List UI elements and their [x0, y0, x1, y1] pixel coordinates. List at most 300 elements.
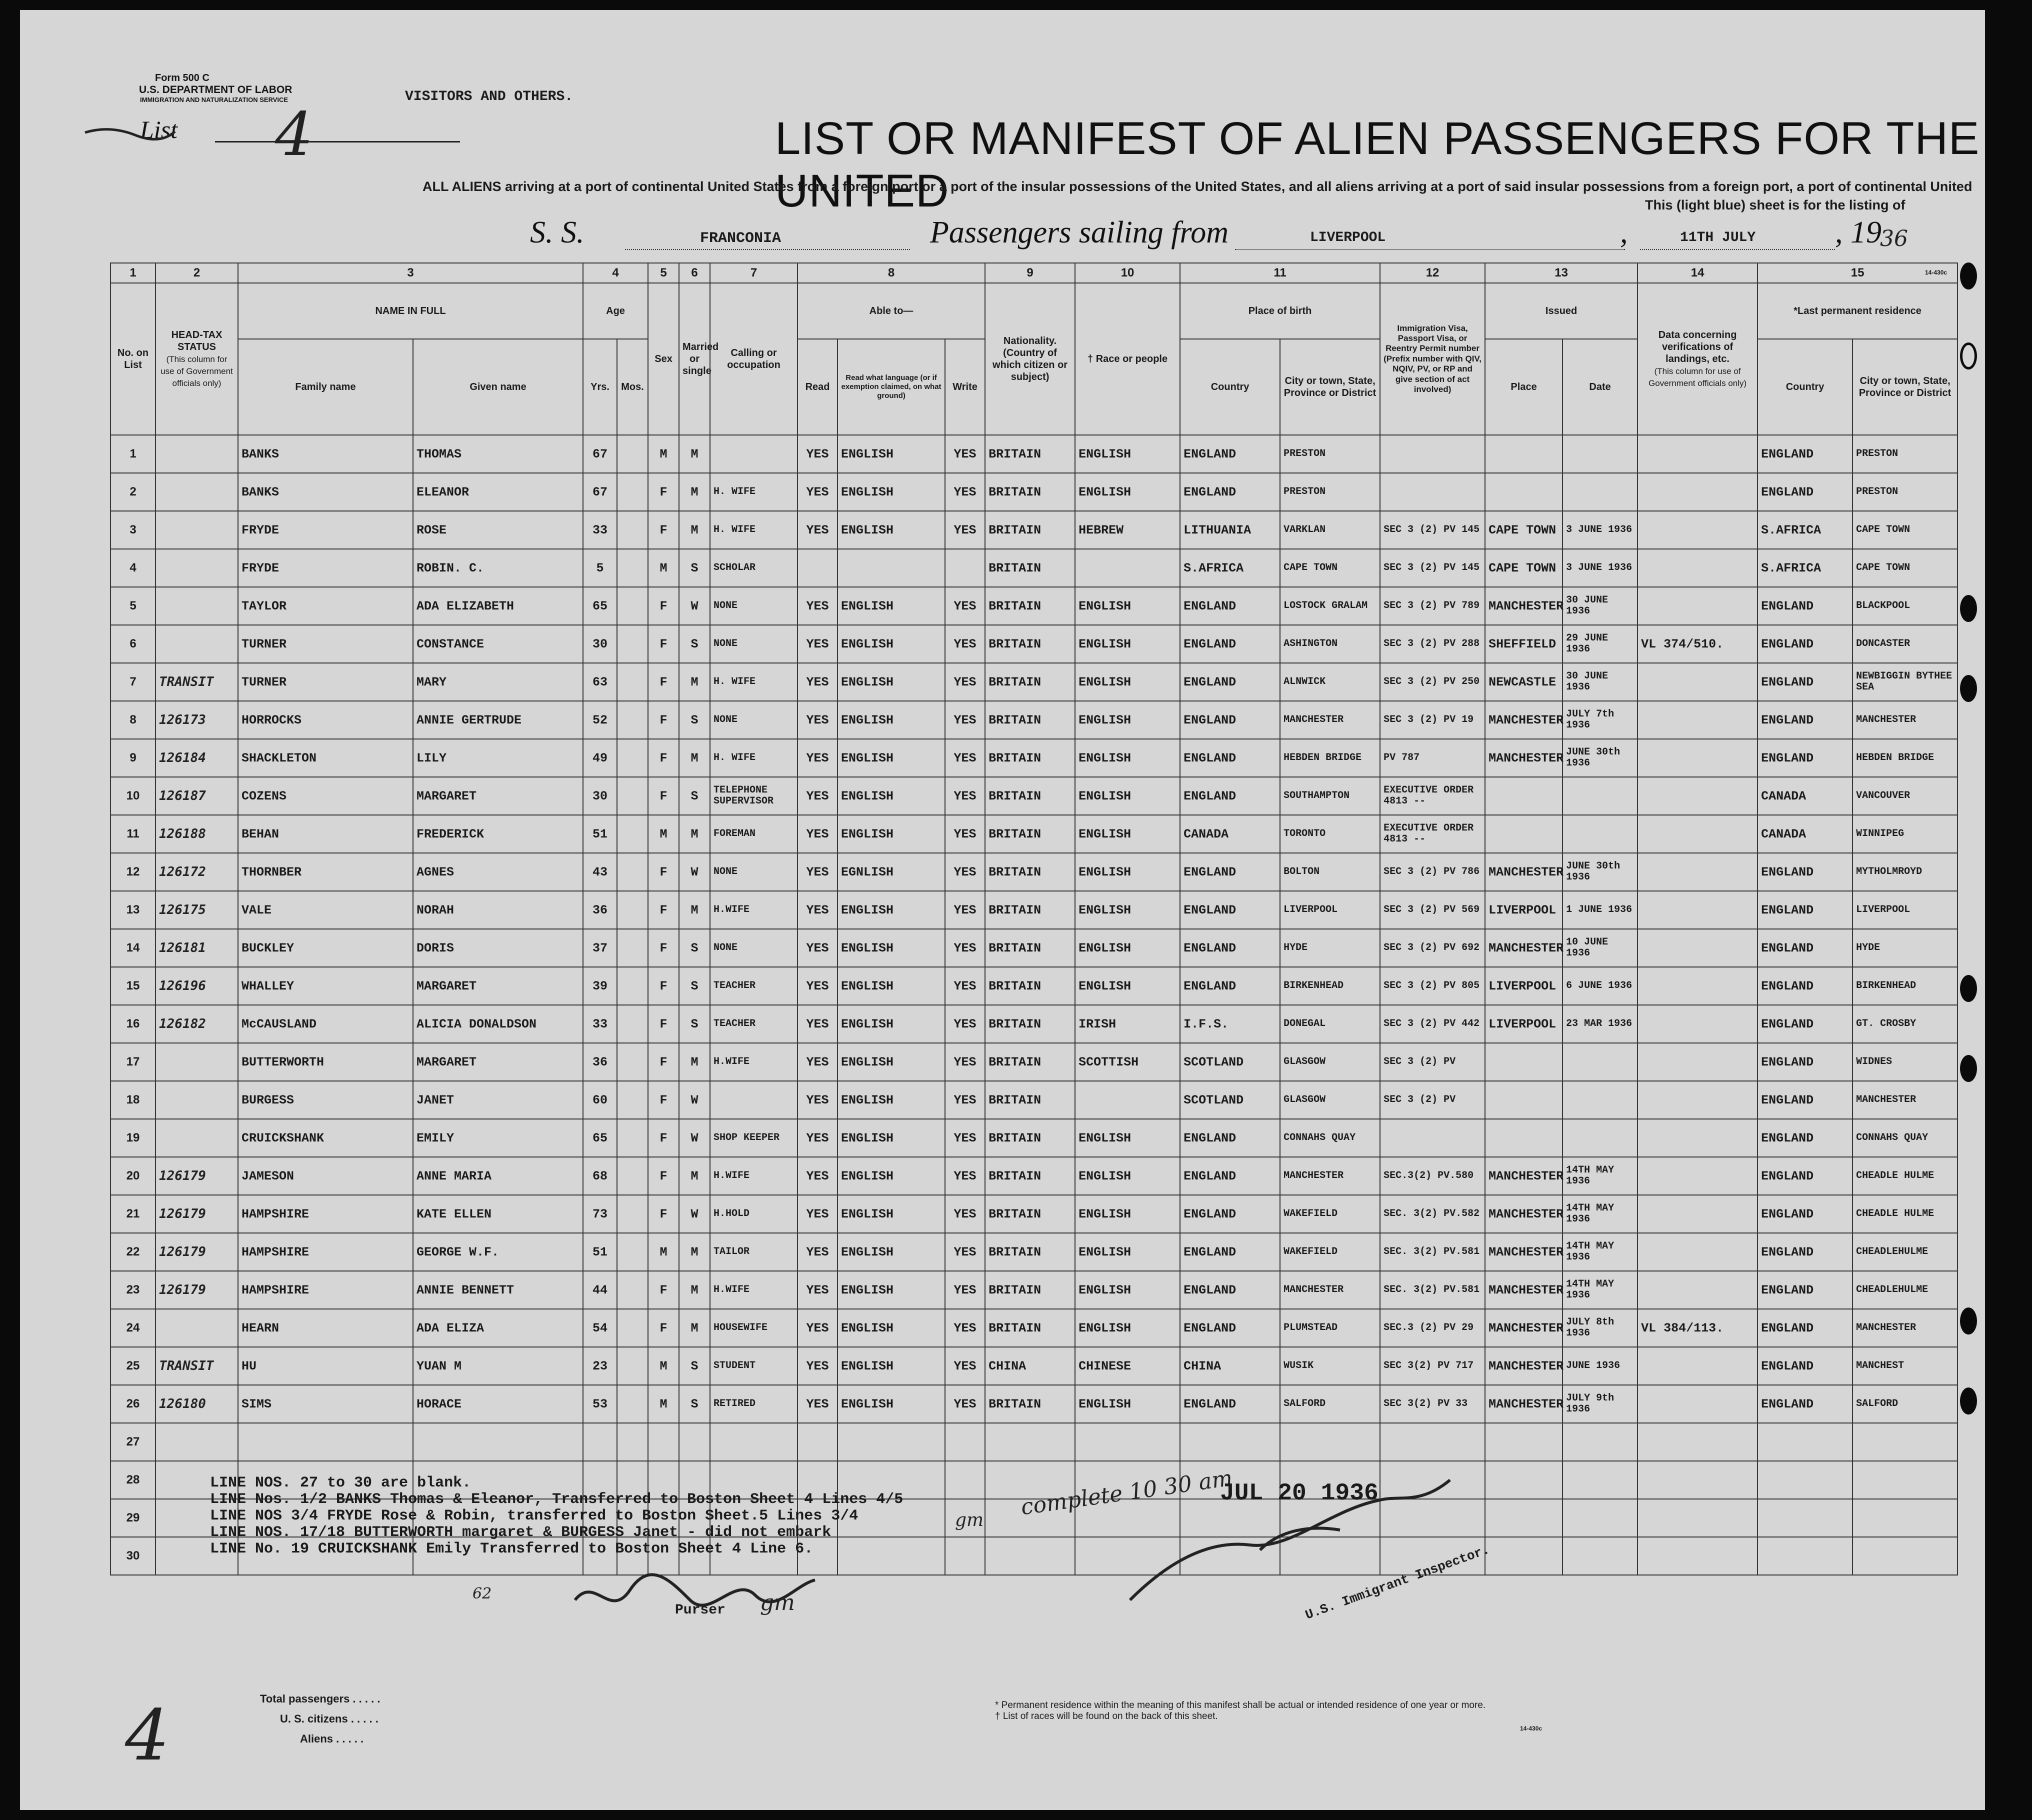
can-read: YES	[798, 739, 838, 777]
line-number: 20	[110, 1157, 156, 1195]
residence-country: ENGLAND	[1758, 739, 1852, 777]
head-tax-status: 126172	[156, 853, 238, 891]
occupation: H.WIFE	[710, 891, 798, 929]
residence-city: DONCASTER	[1852, 625, 1958, 663]
issued-place	[1485, 777, 1562, 815]
given-name: ROSE	[413, 511, 583, 549]
birth-city: HEBDEN BRIDGE	[1280, 739, 1380, 777]
occupation: H.WIFE	[710, 1157, 798, 1195]
visa-number: SEC 3 (2) PV 569	[1380, 891, 1485, 929]
occupation: SHOP KEEPER	[710, 1119, 798, 1157]
issued-date	[1562, 1537, 1638, 1575]
visa-number: SEC 3 (2) PV 288	[1380, 625, 1485, 663]
table-row	[110, 587, 1958, 625]
sex: F	[648, 891, 679, 929]
can-write: YES	[945, 473, 985, 511]
residence-city: MANCHESTER	[1852, 701, 1958, 739]
line-number: 21	[110, 1195, 156, 1233]
given-name: ELEANOR	[413, 473, 583, 511]
nationality: BRITAIN	[985, 1385, 1075, 1423]
can-read: YES	[798, 1195, 838, 1233]
hdr-yrs: Yrs.	[583, 339, 617, 435]
hdr-landing-data	[1638, 283, 1758, 435]
birth-country: ENGLAND	[1180, 739, 1280, 777]
language: EGNLISH	[838, 853, 945, 891]
issued-place	[1485, 1081, 1562, 1119]
family-name: TURNER	[238, 663, 413, 701]
language: ENGLISH	[838, 1233, 945, 1271]
race: ENGLISH	[1075, 1195, 1180, 1233]
age-months	[617, 1385, 648, 1423]
birth-country: SCOTLAND	[1180, 1081, 1280, 1119]
table-row	[110, 1347, 1958, 1385]
note-line: LINE NOS. 27 to 30 are blank.	[210, 1474, 472, 1492]
race: ENGLISH	[1075, 1233, 1180, 1271]
residence-country	[1758, 1537, 1852, 1575]
head-tax-status: 126179	[156, 1157, 238, 1195]
marital-status: M	[679, 511, 710, 549]
occupation: H. WIFE	[710, 739, 798, 777]
manifest-notes	[210, 1475, 903, 1558]
colnum-4: 4	[583, 263, 648, 283]
age-years: 49	[583, 739, 617, 777]
family-name: BANKS	[238, 435, 413, 473]
line-number: 19	[110, 1119, 156, 1157]
residence-country: CANADA	[1758, 777, 1852, 815]
hdr-landing-title: Data concerning verifications of landings, etc.	[1658, 330, 1737, 364]
age-years: 23	[583, 1347, 617, 1385]
birth-city: ALNWICK	[1280, 663, 1380, 701]
line-number: 4	[110, 549, 156, 587]
age-months	[617, 1309, 648, 1347]
given-name: THOMAS	[413, 435, 583, 473]
visa-number: SEC.3(2) PV.580	[1380, 1157, 1485, 1195]
birth-country: ENGLAND	[1180, 1157, 1280, 1195]
age-months	[617, 815, 648, 853]
verification: VL 374/510.	[1638, 625, 1758, 663]
sex: F	[648, 1157, 679, 1195]
race: SCOTTISH	[1075, 1043, 1180, 1081]
verification	[1638, 1271, 1758, 1309]
total-passengers-label: Total passengers . . . . .	[260, 1692, 380, 1705]
language: ENGLISH	[838, 1309, 945, 1347]
birth-city: GLASGOW	[1280, 1043, 1380, 1081]
given-name: LILY	[413, 739, 583, 777]
residence-city: CAPE TOWN	[1852, 549, 1958, 587]
head-tax-status: 126188	[156, 815, 238, 853]
marital-status: S	[679, 1347, 710, 1385]
occupation: H.WIFE	[710, 1271, 798, 1309]
birth-country: ENGLAND	[1180, 587, 1280, 625]
issued-date	[1562, 1461, 1638, 1499]
hdr-birth-country: Country	[1180, 339, 1280, 435]
verification	[1638, 1005, 1758, 1043]
age-months	[617, 1423, 648, 1461]
nationality: BRITAIN	[985, 663, 1075, 701]
can-write: YES	[945, 739, 985, 777]
visa-number: SEC 3 (2) PV	[1380, 1081, 1485, 1119]
family-name: HAMPSHIRE	[238, 1271, 413, 1309]
birth-city: PRESTON	[1280, 435, 1380, 473]
issued-date: 6 JUNE 1936	[1562, 967, 1638, 1005]
page-title: LIST OR MANIFEST OF ALIEN PASSENGERS FOR THE UNITED	[775, 113, 1980, 216]
marital-status: W	[679, 1081, 710, 1119]
given-name: JANET	[413, 1081, 583, 1119]
verification	[1638, 1537, 1758, 1575]
verification	[1638, 701, 1758, 739]
issued-date: 29 JUNE 1936	[1562, 625, 1638, 663]
language: ENGLISH	[838, 473, 945, 511]
residence-city: WIDNES	[1852, 1043, 1958, 1081]
language: ENGLISH	[838, 967, 945, 1005]
issued-place: MANCHESTER	[1485, 853, 1562, 891]
residence-city: PRESTON	[1852, 473, 1958, 511]
head-tax-status: 126187	[156, 777, 238, 815]
nationality: BRITAIN	[985, 853, 1075, 891]
given-name: EMILY	[413, 1119, 583, 1157]
family-name: HAMPSHIRE	[238, 1195, 413, 1233]
table-row	[110, 1385, 1958, 1423]
can-read: YES	[798, 435, 838, 473]
sex: M	[648, 549, 679, 587]
language: ENGLISH	[838, 1043, 945, 1081]
can-write: YES	[945, 1385, 985, 1423]
visa-number: SEC 3 (2) PV 145	[1380, 549, 1485, 587]
marital-status: W	[679, 587, 710, 625]
table-row	[110, 1043, 1958, 1081]
year-suffix: 36	[1880, 226, 1908, 252]
head-tax-status	[156, 587, 238, 625]
race: ENGLISH	[1075, 663, 1180, 701]
residence-country: ENGLAND	[1758, 1233, 1852, 1271]
occupation: HOUSEWIFE	[710, 1309, 798, 1347]
table-row	[110, 663, 1958, 701]
line-number: 15	[110, 967, 156, 1005]
verification	[1638, 1347, 1758, 1385]
marital-status: S	[679, 1385, 710, 1423]
can-read: YES	[798, 929, 838, 967]
nationality: BRITAIN	[985, 815, 1075, 853]
line-number: 7	[110, 663, 156, 701]
birth-city: MANCHESTER	[1280, 701, 1380, 739]
verification: VL 384/113.	[1638, 1309, 1758, 1347]
race: ENGLISH	[1075, 1271, 1180, 1309]
can-write: YES	[945, 1157, 985, 1195]
can-read: YES	[798, 777, 838, 815]
page-ref-number: 62	[472, 1585, 492, 1602]
age-months	[617, 511, 648, 549]
race: ENGLISH	[1075, 739, 1180, 777]
age-months	[617, 1347, 648, 1385]
can-read: YES	[798, 511, 838, 549]
residence-city: BIRKENHEAD	[1852, 967, 1958, 1005]
issued-date	[1562, 1499, 1638, 1537]
date-underline	[1640, 249, 1835, 250]
table-row	[110, 1157, 1958, 1195]
hdr-race: † Race or people	[1075, 283, 1180, 435]
visa-number: SEC 3 (2) PV	[1380, 1043, 1485, 1081]
line-number: 26	[110, 1385, 156, 1423]
birth-city: DONEGAL	[1280, 1005, 1380, 1043]
residence-city	[1852, 1461, 1958, 1499]
age-years: 33	[583, 511, 617, 549]
age-years: 5	[583, 549, 617, 587]
can-write: YES	[945, 1119, 985, 1157]
occupation: H.HOLD	[710, 1195, 798, 1233]
occupation: H. WIFE	[710, 511, 798, 549]
head-tax-status: 126180	[156, 1385, 238, 1423]
residence-city	[1852, 1537, 1958, 1575]
family-name: COZENS	[238, 777, 413, 815]
form-code-top: 14-430c	[1925, 269, 1948, 276]
head-tax-status: 126175	[156, 891, 238, 929]
family-name: VALE	[238, 891, 413, 929]
given-name: GEORGE W.F.	[413, 1233, 583, 1271]
verification	[1638, 777, 1758, 815]
race: ENGLISH	[1075, 1385, 1180, 1423]
given-name: ANNIE BENNETT	[413, 1271, 583, 1309]
verification	[1638, 1461, 1758, 1499]
nationality: BRITAIN	[985, 625, 1075, 663]
nationality: BRITAIN	[985, 1043, 1075, 1081]
race: ENGLISH	[1075, 777, 1180, 815]
residence-country: ENGLAND	[1758, 1309, 1852, 1347]
nationality: BRITAIN	[985, 701, 1075, 739]
residence-city: CHEADLE HULME	[1852, 1157, 1958, 1195]
department: U.S. DEPARTMENT OF LABOR	[139, 84, 292, 96]
given-name: DORIS	[413, 929, 583, 967]
visa-number: SEC 3(2) PV 717	[1380, 1347, 1485, 1385]
can-read: YES	[798, 625, 838, 663]
birth-country: ENGLAND	[1180, 625, 1280, 663]
can-read: YES	[798, 1005, 838, 1043]
list-number: 4	[275, 100, 314, 170]
visa-number: SEC 3 (2) PV 692	[1380, 929, 1485, 967]
sex	[648, 1423, 679, 1461]
residence-country: ENGLAND	[1758, 1119, 1852, 1157]
sex: F	[648, 1309, 679, 1347]
age-months	[617, 549, 648, 587]
marital-status: M	[679, 1043, 710, 1081]
marital-status: M	[679, 1271, 710, 1309]
head-tax-status: TRANSIT	[156, 663, 238, 701]
head-tax-status	[156, 511, 238, 549]
verification	[1638, 1423, 1758, 1461]
can-write	[945, 1537, 985, 1575]
age-years: 51	[583, 1233, 617, 1271]
head-tax-status	[156, 1081, 238, 1119]
family-name: FRYDE	[238, 511, 413, 549]
verification	[1638, 1385, 1758, 1423]
residence-country: ENGLAND	[1758, 1043, 1852, 1081]
colnum-6: 6	[679, 263, 710, 283]
birth-city: MANCHESTER	[1280, 1157, 1380, 1195]
us-citizens-label: U. S. citizens . . . . .	[280, 1712, 378, 1725]
birth-city: SOUTHAMPTON	[1280, 777, 1380, 815]
can-read: YES	[798, 815, 838, 853]
visa-number: SEC. 3(2) PV.581	[1380, 1233, 1485, 1271]
given-name: ALICIA DONALDSON	[413, 1005, 583, 1043]
language: ENGLISH	[838, 929, 945, 967]
birth-city: TORONTO	[1280, 815, 1380, 853]
binder-hole	[1960, 262, 1977, 290]
can-write: YES	[945, 853, 985, 891]
birth-city: LIVERPOOL	[1280, 891, 1380, 929]
hdr-age: Age	[583, 283, 648, 339]
nationality: BRITAIN	[985, 891, 1075, 929]
binder-hole	[1960, 595, 1977, 622]
issued-place: MANCHESTER	[1485, 1347, 1562, 1385]
visa-number: SEC.3 (2) PV 29	[1380, 1309, 1485, 1347]
birth-country: ENGLAND	[1180, 473, 1280, 511]
verification	[1638, 587, 1758, 625]
marital-status: S	[679, 777, 710, 815]
hdr-write: Write	[945, 339, 985, 435]
visa-number	[1380, 473, 1485, 511]
table-row	[110, 1005, 1958, 1043]
age-years: 54	[583, 1309, 617, 1347]
sex: F	[648, 587, 679, 625]
given-name: ANNE MARIA	[413, 1157, 583, 1195]
visa-number: SEC 3 (2) PV 145	[1380, 511, 1485, 549]
ship-prefix: S. S.	[530, 216, 584, 250]
nationality: BRITAIN	[985, 1119, 1075, 1157]
issued-place	[1485, 1119, 1562, 1157]
can-write: YES	[945, 815, 985, 853]
issued-date	[1562, 1081, 1638, 1119]
issued-date	[1562, 1423, 1638, 1461]
hdr-name-in-full: NAME IN FULL	[238, 283, 583, 339]
hdr-issued: Issued	[1485, 283, 1638, 339]
issued-date: 14TH MAY 1936	[1562, 1195, 1638, 1233]
hdr-married: Married or single	[679, 283, 710, 435]
issued-place: LIVERPOOL	[1485, 967, 1562, 1005]
marital-status: M	[679, 473, 710, 511]
marital-status: M	[679, 1157, 710, 1195]
age-months	[617, 701, 648, 739]
residence-country: ENGLAND	[1758, 929, 1852, 967]
family-name: THORNBER	[238, 853, 413, 891]
hdr-able-to: Able to—	[798, 283, 985, 339]
hdr-place-of-birth: Place of birth	[1180, 283, 1380, 339]
family-name: SIMS	[238, 1385, 413, 1423]
given-name: MARGARET	[413, 777, 583, 815]
colnum-10: 10	[1075, 263, 1180, 283]
residence-country: ENGLAND	[1758, 587, 1852, 625]
birth-country: CANADA	[1180, 815, 1280, 853]
visa-number: SEC 3 (2) PV 19	[1380, 701, 1485, 739]
issued-date: JULY 8th 1936	[1562, 1309, 1638, 1347]
birth-country: I.F.S.	[1180, 1005, 1280, 1043]
can-read: YES	[798, 967, 838, 1005]
age-months	[617, 1157, 648, 1195]
footnote-races: † List of races will be found on the back of this sheet.	[995, 1711, 1218, 1722]
issued-date: 14TH MAY 1936	[1562, 1271, 1638, 1309]
issued-date: 23 MAR 1936	[1562, 1005, 1638, 1043]
issued-place: CAPE TOWN	[1485, 549, 1562, 587]
race: ENGLISH	[1075, 967, 1180, 1005]
race: ENGLISH	[1075, 587, 1180, 625]
completion-note: complete 10 30 am	[1019, 1465, 1234, 1520]
birth-city: BOLTON	[1280, 853, 1380, 891]
given-name: KATE ELLEN	[413, 1195, 583, 1233]
issued-date	[1562, 815, 1638, 853]
age-years: 52	[583, 701, 617, 739]
sex: F	[648, 1005, 679, 1043]
language	[838, 1423, 945, 1461]
race: CHINESE	[1075, 1347, 1180, 1385]
line-number: 16	[110, 1005, 156, 1043]
marital-status	[679, 1423, 710, 1461]
issued-date: JULY 9th 1936	[1562, 1385, 1638, 1423]
age-years: 36	[583, 891, 617, 929]
age-years	[583, 1423, 617, 1461]
birth-city: MANCHESTER	[1280, 1271, 1380, 1309]
issued-date: 3 JUNE 1936	[1562, 511, 1638, 549]
line-number: 28	[110, 1461, 156, 1499]
issued-place: MANCHESTER	[1485, 929, 1562, 967]
sex: F	[648, 967, 679, 1005]
language: ENGLISH	[838, 625, 945, 663]
language: ENGLISH	[838, 1385, 945, 1423]
sex: F	[648, 511, 679, 549]
given-name: MARGARET	[413, 1043, 583, 1081]
visa-number: SEC 3 (2) PV 250	[1380, 663, 1485, 701]
table-row	[110, 435, 1958, 473]
given-name: ADA ELIZA	[413, 1309, 583, 1347]
passenger-rows	[110, 435, 1958, 1575]
residence-country: S.AFRICA	[1758, 511, 1852, 549]
language: ENGLISH	[838, 815, 945, 853]
marital-status: M	[679, 435, 710, 473]
family-name: JAMESON	[238, 1157, 413, 1195]
issued-place	[1485, 815, 1562, 853]
can-read: YES	[798, 891, 838, 929]
birth-country: ENGLAND	[1180, 1271, 1280, 1309]
issued-place: MANCHESTER	[1485, 701, 1562, 739]
issued-date	[1562, 473, 1638, 511]
can-read: YES	[798, 853, 838, 891]
age-years: 67	[583, 435, 617, 473]
residence-country	[1758, 1423, 1852, 1461]
marital-status: S	[679, 967, 710, 1005]
hdr-mos: Mos.	[617, 339, 648, 435]
binder-hole	[1960, 1308, 1977, 1334]
marital-status: M	[679, 891, 710, 929]
age-months	[617, 663, 648, 701]
issued-place: SHEFFIELD	[1485, 625, 1562, 663]
binder-hole	[1960, 1055, 1977, 1082]
visa-number: PV 787	[1380, 739, 1485, 777]
hdr-head-tax	[156, 283, 238, 435]
table-row	[110, 625, 1958, 663]
sex: M	[648, 1233, 679, 1271]
birth-country: ENGLAND	[1180, 1233, 1280, 1271]
age-years: 51	[583, 815, 617, 853]
can-write: YES	[945, 1005, 985, 1043]
issued-place: LIVERPOOL	[1485, 891, 1562, 929]
occupation	[710, 1081, 798, 1119]
sex: F	[648, 929, 679, 967]
issued-date: 30 JUNE 1936	[1562, 587, 1638, 625]
can-read: YES	[798, 473, 838, 511]
race: ENGLISH	[1075, 1157, 1180, 1195]
hdr-birth-city: City or town, State, Province or District	[1280, 339, 1380, 435]
residence-city: CHEADLEHULME	[1852, 1271, 1958, 1309]
family-name: TURNER	[238, 625, 413, 663]
issued-place	[1485, 1043, 1562, 1081]
birth-city: SALFORD	[1280, 1385, 1380, 1423]
